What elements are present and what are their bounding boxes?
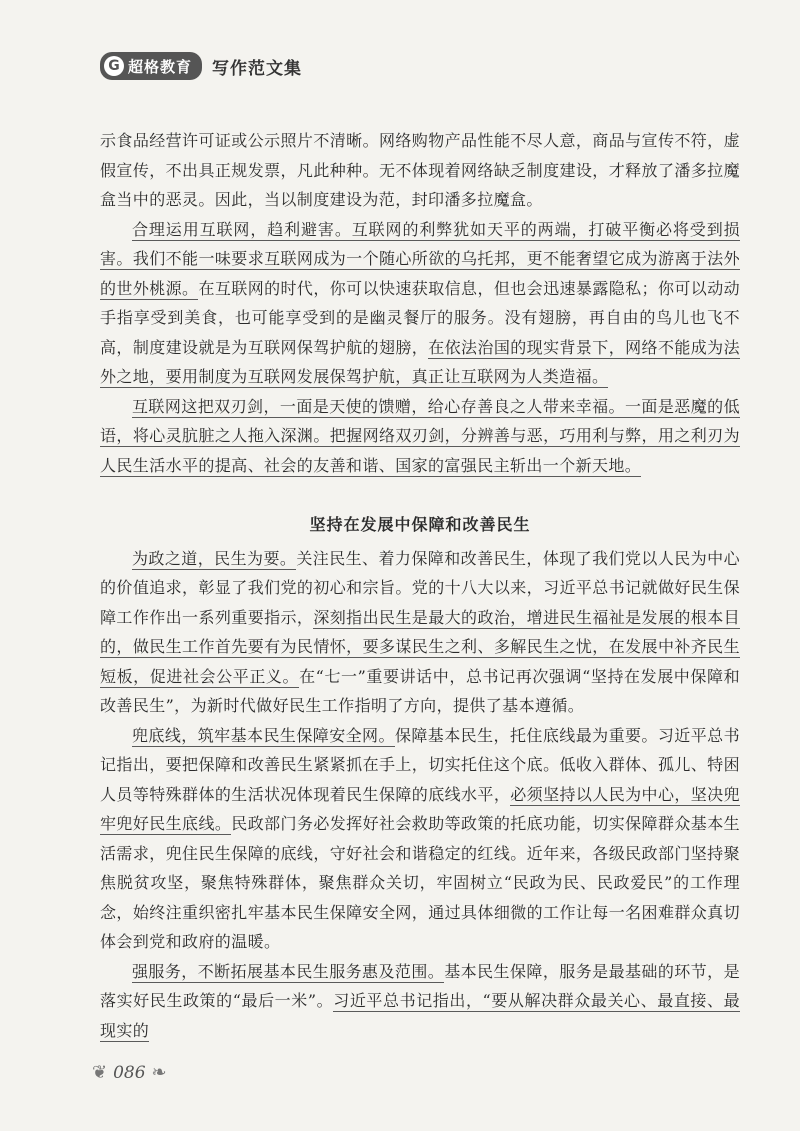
publisher-logo [100, 52, 202, 80]
paragraph-text: 关注民生、着力保障和改善民生，体现了我们党以人民为中心的价值追求，彰显了我们党的初心和宗旨。党的十八大以来，习近平总书记就做好民生保障工作作出一系列重要指示， [100, 548, 740, 627]
underlined-text: 深刻指出民生是最大的政治，增进民生福祉是发展的根本目的，做民生工作首先要有为民情怀，要多谋民生之利、多解民生之忧，在发展中补齐民生短板，促进社会公平正义。 [100, 607, 741, 686]
paragraph [100, 392, 740, 481]
ornament-right-icon: ❧ [151, 1062, 167, 1083]
paragraph [100, 126, 740, 215]
page-header [100, 52, 302, 80]
page-number: 086 [113, 1062, 146, 1083]
underlined-text: 互联网的利弊犹如天平的两端，打破平衡必将受到损害。我们不能一味要求互联网成为一个随心所欲的乌托邦，更不能奢望它成为游离于法外的世外桃源。 [100, 219, 741, 298]
underlined-text: 必须坚持以人民为中心，坚决兜牢兜好民生底线。 [100, 784, 740, 833]
topic-sentence: 兜底线，筑牢基本民生保障安全网。 [132, 725, 395, 745]
paragraph-text: 基本民生保障，服务是最基础的环节，是落实好民生政策的“最后一米”。 [100, 961, 740, 1010]
underlined-text: 互联网这把双刃剑，一面是天使的馈赠，给心存善良之人带来幸福。一面是恶魔的低语，将心灵肮脏之人拖入深渊。 [100, 396, 740, 445]
paragraph-text: 示食品经营许可证或公示照片不清晰。网络购物产品性能不尽人意，商品与宣传不符，虚假宣传，不出具正规发票，凡此种种。无不体现着网络缺乏制度建设，才释放了潘多拉魔盒当中的恶灵。因此，当以制度建设为范，封印潘多拉魔盒。 [100, 131, 740, 209]
paragraph [100, 957, 740, 1046]
topic-sentence: 为政之道，民生为要。 [132, 548, 297, 568]
paragraph [100, 215, 740, 392]
page-body [100, 126, 740, 1045]
page-footer [92, 1062, 167, 1083]
underlined-text: 在依法治国的现实背景下，网络不能成为法外之地，要用制度为互联网发展保驾护航，真正让互联网为人类造福。 [100, 337, 740, 386]
paragraph [100, 544, 740, 721]
article-title: 坚持在发展中保障和改善民生 [309, 515, 531, 534]
paragraph [100, 721, 740, 957]
paragraph-text: 民政部门务必发挥好社会救助等政策的托底功能，切实保障群众基本生活需求，兜住民生保障的底线，守好社会和谐稳定的红线。近年来，各级民政部门坚持聚焦脱贫攻坚，聚焦特殊群体，聚焦群众关切，牢固树立“民政为民、民政爱民”的工作理念，始终注重织密扎牢基本民生保障安全网，通过具体细微的工作让每一名困难群众真切体会到党和政府的温暖。 [100, 814, 741, 951]
book-title: 写作范文集 [212, 58, 303, 79]
logo-g-icon: G [104, 56, 124, 76]
paragraph-text: 在互联网的时代，你可以快速获取信息，但也会迅速暴露隐私；你可以动动手指享受到美食，也可能享受到的是幽灵餐厅的服务。没有翅膀，再自由的鸟儿也飞不高，制度建设就是为互联网保驾护航的翅膀， [100, 278, 740, 357]
underlined-text: 习近平总书记指出，“要从解决群众最关心、最直接、最现实的 [100, 991, 740, 1040]
topic-sentence: 强服务，不断拓展基本民生服务惠及范围。 [132, 961, 445, 981]
paragraph-text: 保障基本民生，托住底线最为重要。习近平总书记指出，要把保障和改善民生紧紧抓在手上，切实托住这个底。低收入群体、孤儿、特困人员等特殊群体的生活状况体现着民生保障的底线水平， [100, 725, 740, 804]
topic-sentence: 合理运用互联网，趋利避害。 [132, 219, 352, 239]
ornament-left-icon: ❦ [92, 1062, 108, 1083]
paragraph-text: 在“七一”重要讲话中，总书记再次强调“坚持在发展中保障和改善民生”，为新时代做好民生工作指明了方向，提供了基本遵循。 [100, 666, 740, 715]
logo-text: 超格教育 [128, 57, 193, 76]
underlined-text: 把握网络双刃剑，分辨善与恶，巧用利与弊，用之利刃为人民生活水平的提高、社会的友善和谐、国家的富强民主斩出一个新天地。 [100, 426, 740, 475]
